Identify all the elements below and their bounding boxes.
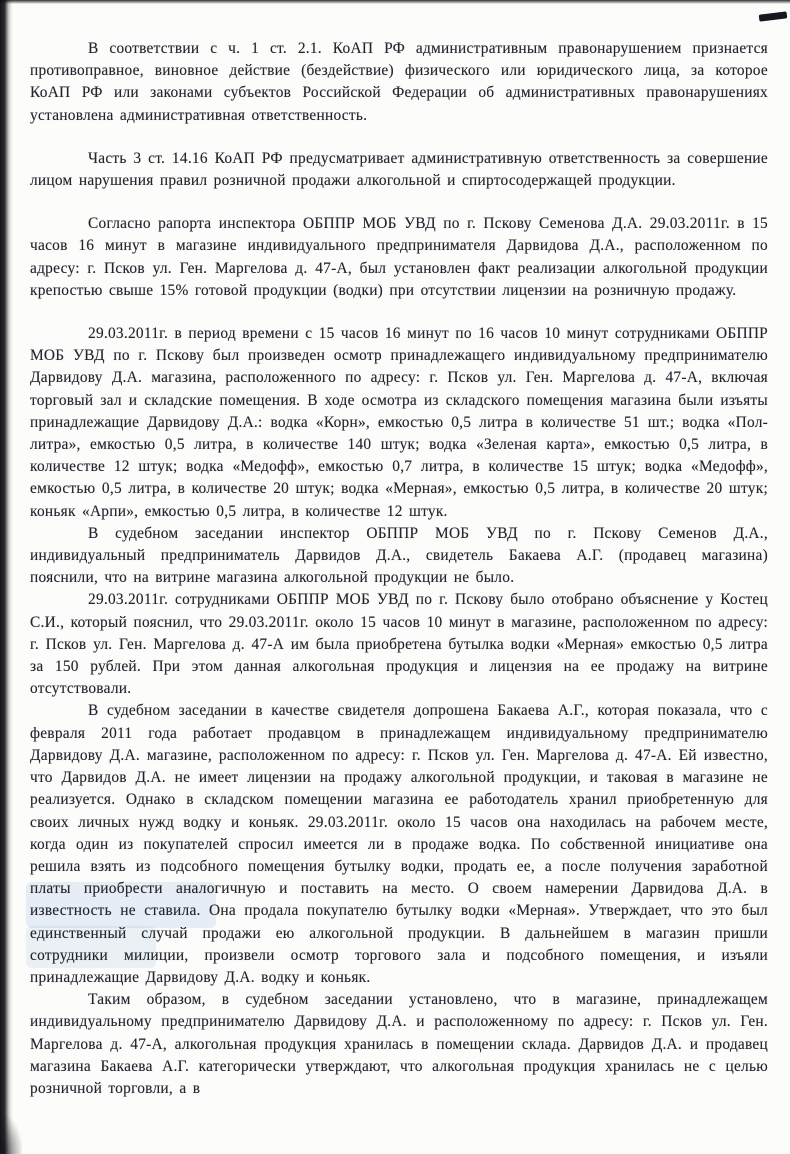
document-paragraph: Часть 3 ст. 14.16 КоАП РФ предусматривает административную ответственность за совершение лицом нарушения правил розничной продажи алкогольной и спиртосодержащей продукции. xyxy=(30,149,768,190)
document-paragraph: 29.03.2011г. сотрудниками ОБППР МОБ УВД по г. Пскову было отобрано объяснение у Костец С.И., который пояснил, что 29.03.2011г. около 15 часов 10 минут в магазине, расположенном по адресу: г. Псков ул. Ген. Маргелова д. 47-А им была приобретена бутылка водки «Мерная» емкостью 0,5 литра за 150 рублей. При этом данная алкогольная продукция и лицензия на ее продажу на витрине отсутствовали. xyxy=(30,591,768,698)
scan-corner-mark xyxy=(759,11,788,21)
document-body xyxy=(30,38,768,1100)
scan-bottom-left-shadow xyxy=(0,1114,22,1154)
document-paragraph: В соответствии с ч. 1 ст. 2.1. КоАП РФ административным правонарушением признается противоправное, виновное действие (бездействие) физического или юридического лица, за которое КоАП РФ или законами субъектов Российской Федерации об административных правонарушениях установлена административная ответственность. xyxy=(30,40,768,124)
document-paragraph: В судебном заседании в качестве свидетеля допрошена Бакаева А.Г., которая показала, что с февраля 2011 года работает продавцом в принадлежащем индивидуальному предпринимателю Дарвидову Д.А. магазине, расположенном по адресу: г. Псков ул. Ген. Маргелова д. 47-А. Ей известно, что Дарвидов Д.А. не имеет лицензии на продажу алкогольной продукции, и таковая в магазине не реализуется. Однако в складском помещении магазина ее работодатель хранил приобретенную для своих личных нужд водку и коньяк. 29.03.2011г. около 15 часов она находилась на рабочем месте, когда один из покупателей спросил имеется ли в продаже водка. По собственной инициативе она решила взять из подсобного помещения бутылку водки, продать ее, а после получения заработной платы приобрести аналогичную и поставить на место. О своем намерении Дарвидова Д.А. в известность не ставила. Она продала покупателю бутылку водки «Мерная». Утверждает, что это был единственный случай продажи ею алкогольной продукции. В дальнейшем в магазин пришли сотрудники милиции, произвели осмотр торгового зала и подсобного помещения, и изъяли принадлежащие Дарвидову Д.А. водку и коньяк. xyxy=(30,702,768,986)
scan-top-edge-shadow xyxy=(0,0,790,4)
document-paragraph: Согласно рапорта инспектора ОБППР МОБ УВД по г. Пскову Семенова Д.А. 29.03.2011г. в 15 часов 16 минут в магазине индивидуального предпринимателя Дарвидова Д.А., расположенном по адресу: г. Псков ул. Ген. Маргелова д. 47-А, был установлен факт реализации алкогольной продукции крепостью свыше 15% готовой продукции (водки) при отсутствии лицензии на розничную продажу. xyxy=(30,215,768,299)
document-paragraph: В судебном заседании инспектор ОБППР МОБ УВД по г. Пскову Семенов Д.А., индивидуальный предприниматель Дарвидов Д.А., свидетель Бакаева А.Г. (продавец магазина) пояснили, что на витрине магазина алкогольной продукции не было. xyxy=(30,524,768,587)
document-paragraph: Таким образом, в судебном заседании установлено, что в магазине, принадлежащем индивидуальному предпринимателю Дарвидову Д.А. и расположенному по адресу: г. Псков ул. Ген. Маргелова д. 47-А, алкогольная продукция хранилась в помещении склада. Дарвидов Д.А. и продавец магазина Бакаева А.Г. категорически утверждают, что алкогольная продукция хранилась не с целью розничной торговли, а в xyxy=(30,991,768,1097)
scan-left-edge-shadow xyxy=(0,0,13,1154)
document-paragraph: 29.03.2011г. в период времени с 15 часов 16 минут по 16 часов 10 минут сотрудниками ОБППР МОБ УВД по г. Пскову был произведен осмотр принадлежащего индивидуальному предпринимателю Дарвидову Д.А. магазина, расположенного по адресу: г. Псков ул. Ген. Маргелова д. 47-А, включая торговый зал и складские помещения. В ходе осмотра из складского помещения магазина были изъяты принадлежащие Дарвидову Д.А.: водка «Корн», емкостью 0,5 литра в количестве 51 шт.; водка «Пол-литра», емкостью 0,5 литра, в количестве 140 штук; водка «Зеленая карта», емкостью 0,5 литра, в количестве 12 штук; водка «Медофф», емкостью 0,7 литра, в количестве 15 штук; водка «Медофф», емкостью 0,5 литра, в количестве 20 штук; водка «Мерная», емкостью 0,5 литра, в количестве 20 штук; коньяк «Арпи», емкостью 0,5 литра, в количестве 12 штук. xyxy=(30,325,768,520)
